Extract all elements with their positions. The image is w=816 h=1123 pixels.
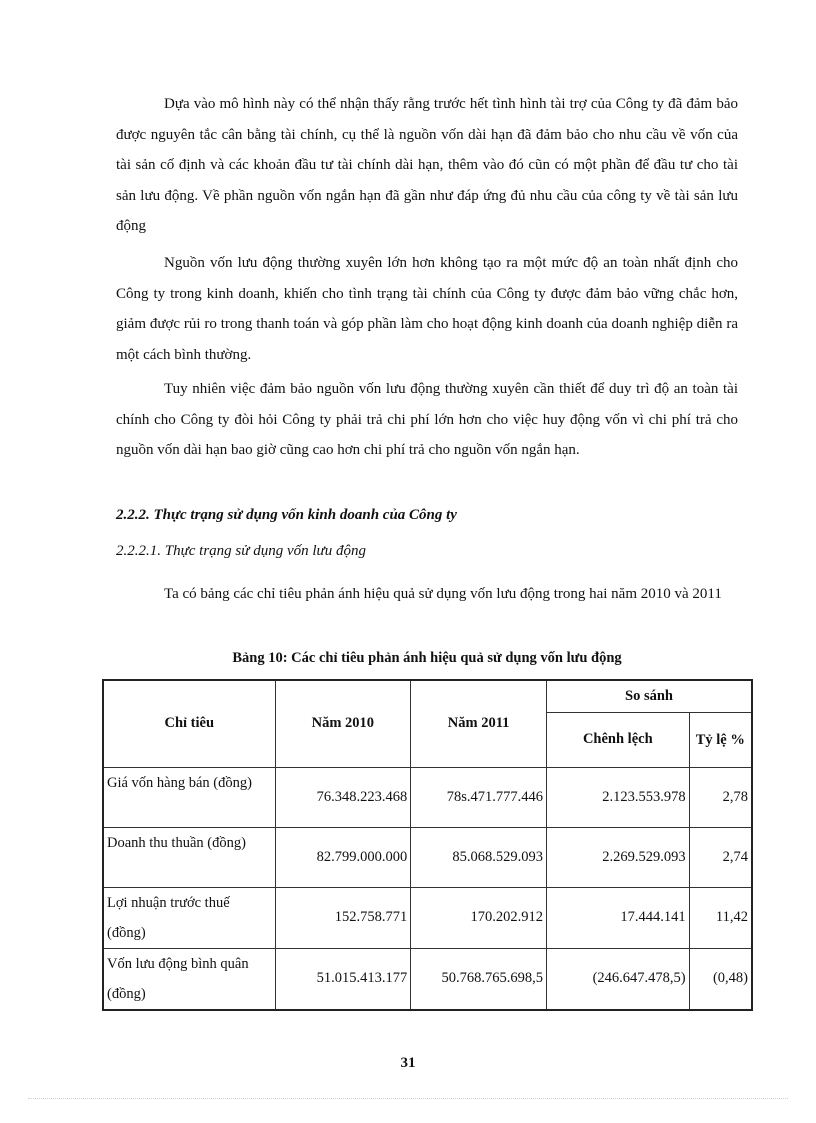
row-label: Vốn lưu động bình quân (đồng) — [103, 948, 275, 1010]
subsection-heading: 2.2.2.1. Thực trạng sử dụng vốn lưu động — [116, 543, 366, 559]
table-row — [103, 827, 752, 887]
value-ratio: (0,48) — [689, 948, 752, 1010]
paragraph-capital-cost: Tuy nhiên việc đảm bảo nguồn vốn lưu động thường xuyên cần thiết để duy trì độ an toàn tài chính cho Công ty đòi hỏi Công ty phải trả chi phí lớn hơn cho việc huy động vốn vì chi phí trả cho nguồn vốn dài hạn bao giờ cũng cao hơn chi phí trả cho nguồn vốn ngắn hạn. — [116, 381, 738, 458]
header-year-2011: Năm 2011 — [411, 680, 547, 767]
value-ratio: 11,42 — [689, 887, 752, 948]
value-ratio: 2,78 — [689, 767, 752, 827]
table-row — [103, 767, 752, 827]
header-compare: So sánh — [546, 680, 752, 712]
value-2011: 170.202.912 — [411, 887, 547, 948]
value-difference: 17.444.141 — [546, 887, 689, 948]
value-2010: 51.015.413.177 — [275, 948, 411, 1010]
header-indicator: Chỉ tiêu — [103, 680, 275, 767]
value-2010: 152.758.771 — [275, 887, 411, 948]
value-2011: 78s.471.777.446 — [411, 767, 547, 827]
table-row — [103, 948, 752, 1010]
paragraph-working-capital: Nguồn vốn lưu động thường xuyên lớn hơn không tạo ra một mức độ an toàn nhất định cho Công ty trong kinh doanh, khiến cho tình trạng tài chính của Công ty được đảm bảo vững chắc hơn, giảm được rủi ro trong thanh toán và góp phần làm cho hoạt động kinh doanh của doanh nghiệp diễn ra một cách bình thường. — [116, 255, 738, 363]
header-difference: Chênh lệch — [546, 712, 689, 767]
paragraph-funding-balance: Dựa vào mô hình này có thể nhận thấy rằng trước hết tình hình tài trợ của Công ty đã đảm bảo được nguyên tắc cân bằng tài chính, cụ thể là nguồn vốn dài hạn đã đảm bảo cho nhu cầu về vốn của tài sản cố định và các khoản đầu tư tài chính dài hạn, thêm vào đó cũn có một phần để đầu tư cho tài sản lưu động. Về phần nguồn vốn ngắn hạn đã gần như đáp ứng đủ nhu cầu của công ty về tài sản lưu động — [116, 96, 738, 234]
row-label: Lợi nhuận trước thuế (đồng) — [103, 887, 275, 948]
value-2011: 85.068.529.093 — [411, 827, 547, 887]
row-label: Giá vốn hàng bán (đồng) — [103, 767, 275, 827]
paragraph-table-intro: Ta có bảng các chỉ tiêu phản ánh hiệu quả sử dụng vốn lưu động trong hai năm 2010 và 2011 — [164, 586, 722, 602]
value-2011: 50.768.765.698,5 — [411, 948, 547, 1010]
value-difference: 2.269.529.093 — [546, 827, 689, 887]
value-difference: 2.123.553.978 — [546, 767, 689, 827]
header-year-2010: Năm 2010 — [275, 680, 411, 767]
value-2010: 82.799.000.000 — [275, 827, 411, 887]
value-ratio: 2,74 — [689, 827, 752, 887]
indicator-table — [102, 679, 753, 1011]
row-label: Doanh thu thuần (đồng) — [103, 827, 275, 887]
header-ratio: Tỷ lệ % — [689, 712, 752, 767]
value-difference: (246.647.478,5) — [546, 948, 689, 1010]
value-2010: 76.348.223.468 — [275, 767, 411, 827]
section-heading: 2.2.2. Thực trạng sử dụng vốn kinh doanh của Công ty — [116, 507, 457, 523]
table-row — [103, 887, 752, 948]
table-caption: Bảng 10: Các chỉ tiêu phản ánh hiệu quả sử dụng vốn lưu động — [232, 650, 622, 666]
page-number: 31 — [400, 1055, 416, 1071]
footer-divider — [28, 1098, 788, 1099]
